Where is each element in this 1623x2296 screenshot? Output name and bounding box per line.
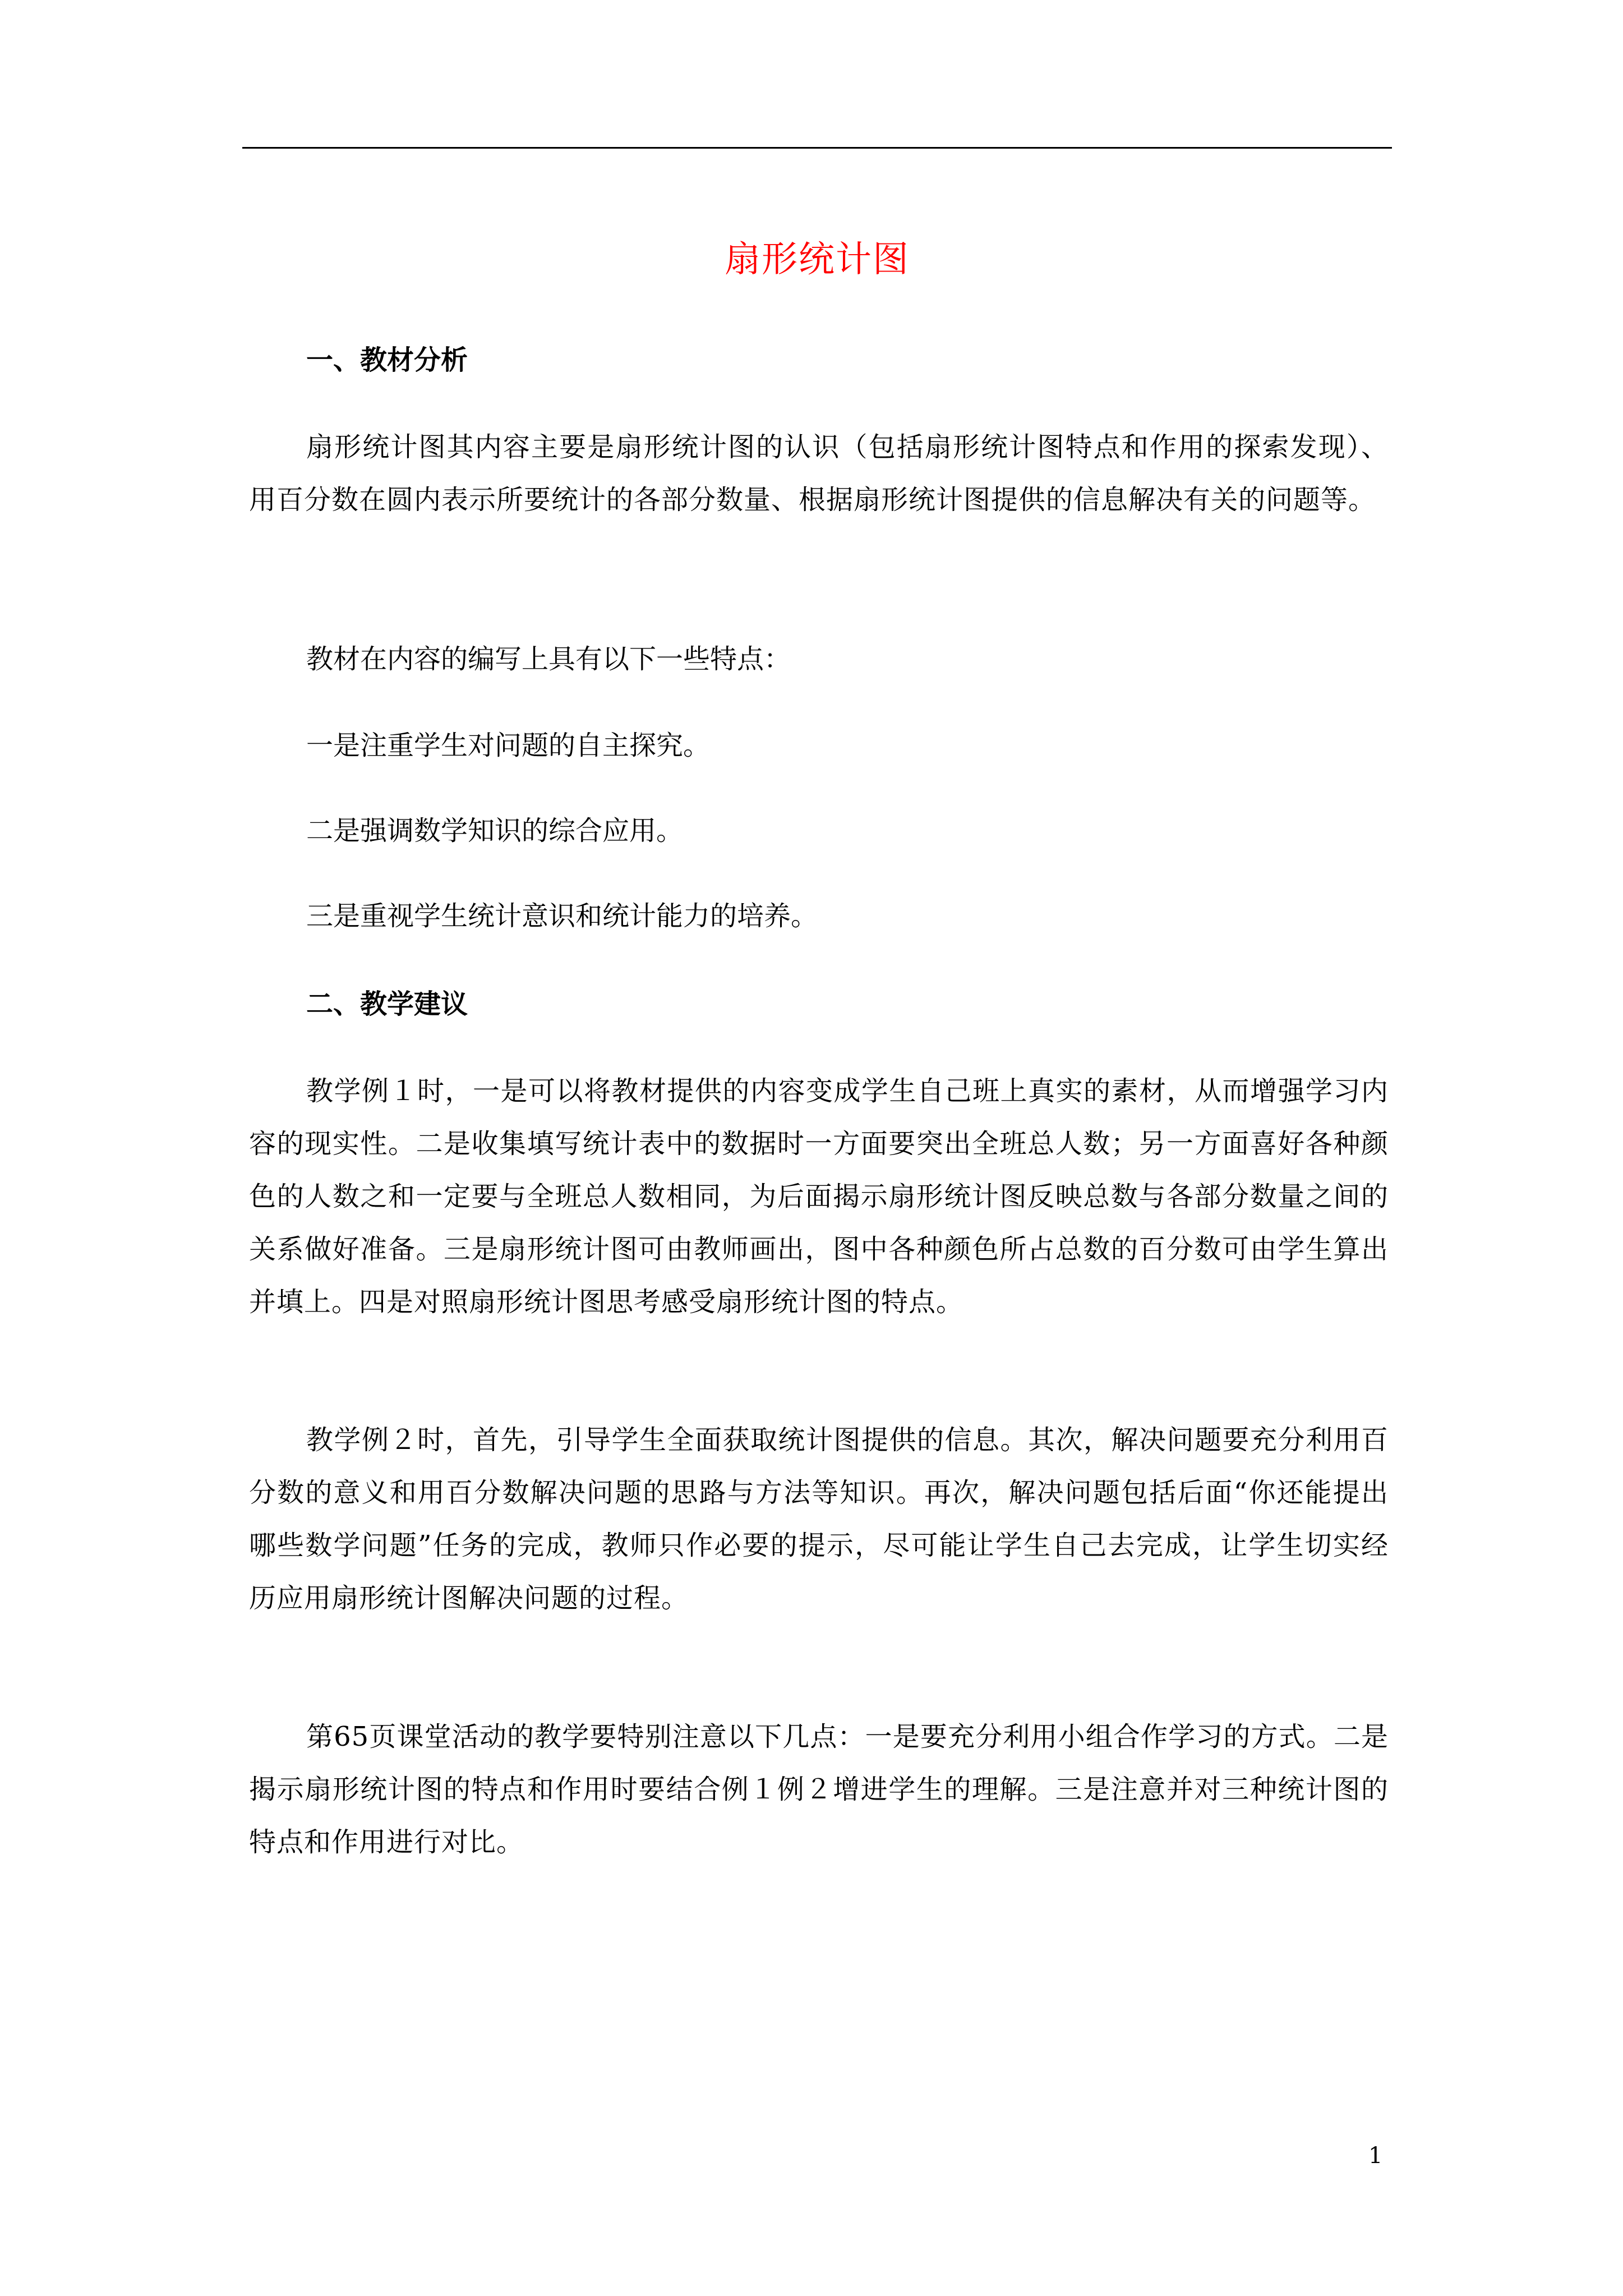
feature-point-2: 二是强调数学知识的综合应用。: [306, 815, 684, 846]
feature-point-3: 三是重视学生统计意识和统计能力的培养。: [306, 900, 818, 932]
section-heading-textbook-analysis: 一、教材分析: [306, 344, 468, 376]
document-title: 扇形统计图: [725, 239, 910, 280]
paragraph-example-1: 教学例１时，一是可以将教材提供的内容变成学生自己班上真实的素材，从而增强学习内容的现实性。二是收集填写统计表中的数据时一方面要突出全班总人数；另一方面喜好各种颜色的人数之和一定要与全班总人数相同，为后面揭示扇形统计图反映总数与各部分数量之间的关系做好准备。三是扇形统计图可由教师画出，图中各种颜色所占总数的百分数可由学生算出并填上。四是对照扇形统计图思考感受扇形统计图的特点。: [249, 1075, 1389, 1318]
paragraph-features-intro: 教材在内容的编写上具有以下一些特点：: [306, 643, 791, 675]
paragraph-content-overview: 扇形统计图其内容主要是扇形统计图的认识（包括扇形统计图特点和作用的探索发现）、用百分数在圆内表示所要统计的各部分数量、根据扇形统计图提供的信息解决有关的问题等。: [249, 431, 1389, 516]
paragraph-example-2: 教学例２时，首先，引导学生全面获取统计图提供的信息。其次，解决问题要充分利用百分数的意义和用百分数解决问题的思路与方法等知识。再次，解决问题包括后面“你还能提出哪些数学问题”任务的完成，教师只作必要的提示，尽可能让学生自己去完成，让学生切实经历应用扇形统计图解决问题的过程。: [249, 1424, 1389, 1614]
feature-point-1: 一是注重学生对问题的自主探究。: [306, 730, 711, 761]
paragraph-class-activity: 第65页课堂活动的教学要特别注意以下几点：一是要充分利用小组合作学习的方式。二是揭示扇形统计图的特点和作用时要结合例１例２增进学生的理解。三是注意并对三种统计图的特点和作用进行对比。: [249, 1721, 1389, 1858]
section-heading-teaching-suggestions: 二、教学建议: [306, 988, 468, 1020]
header-rule: [242, 147, 1392, 149]
page-number: 1: [1368, 2143, 1383, 2169]
